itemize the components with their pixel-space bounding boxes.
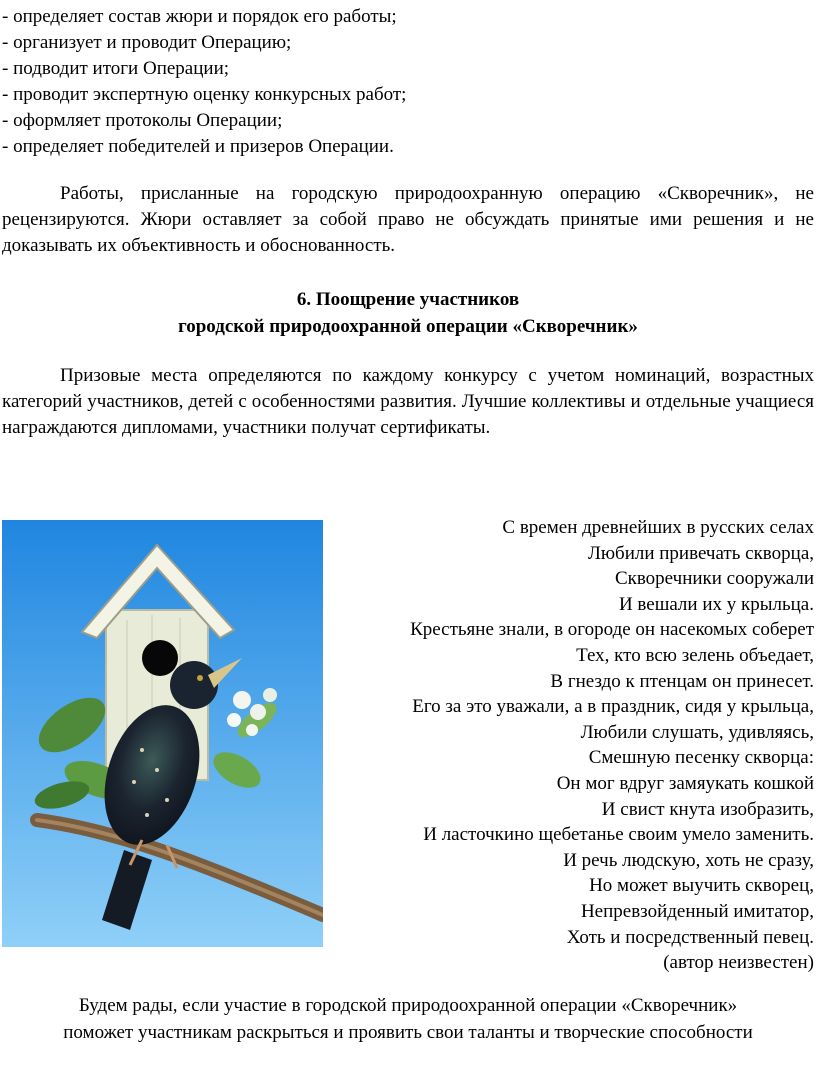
poem-line: И ласточкино щебетанье своим умело заменить.	[423, 824, 814, 846]
closing-line-2: поможет участникам раскрыться и проявить свои таланты и творческие способности	[63, 1022, 753, 1043]
poem-line: Крестьяне знали, в огороде он насекомых соберет	[410, 619, 814, 641]
poem	[314, 515, 814, 976]
duty-item: - организует и проводит Операцию;	[2, 32, 292, 53]
duty-item: - проводит экспертную оценку конкурсных работ;	[2, 84, 407, 105]
poem-line: И вешали их у крыльца.	[618, 593, 814, 615]
poem-line: Хоть и посредственный певец.	[566, 926, 814, 948]
poem-line: Любили слушать, удивляясь,	[580, 721, 814, 743]
duty-item: - подводит итоги Операции;	[2, 58, 230, 79]
poem-line: Но может выучить скворец,	[589, 875, 814, 897]
duty-item: - оформляет протоколы Операции;	[2, 110, 283, 131]
section-title-line-2: городской природоохранной операции «Скворечник»	[178, 316, 638, 337]
poem-author: (автор неизвестен)	[663, 952, 814, 974]
poem-line: Тех, кто всю зелень объедает,	[576, 644, 814, 666]
jury-duties-list	[2, 4, 814, 160]
duty-item: - определяет состав жюри и порядок его работы;	[2, 6, 397, 27]
poem-line: В гнездо к птенцам он принесет.	[550, 670, 814, 692]
section-title-line-1: 6. Поощрение участников	[296, 289, 520, 310]
poem-line: И свист кнута изобразить,	[601, 798, 814, 820]
starling-photo	[2, 520, 323, 947]
poem-line: Смешную песенку скворца:	[588, 747, 814, 769]
poem-line: Скворечники сооружали	[614, 568, 814, 590]
poem-line: И речь людскую, хоть не сразу,	[563, 849, 814, 871]
duty-item: - определяет победителей и призеров Операции.	[2, 136, 394, 157]
review-paragraph: Работы, присланные на городскую природоохранную операцию «Скворечник», не рецензируются. Жюри оставляет за собой право не обсуждать принятые ими решения и не доказывать их объективность и обоснованность.	[2, 183, 814, 256]
prizes-paragraph: Призовые места определяются по каждому конкурсу с учетом номинаций, возрастных категорий участников, детей с особенностями развития. Лучшие коллективы и отдельные учащиеся награждаются дипломами, участники получат сертификаты.	[2, 365, 814, 438]
closing-statement	[0, 992, 816, 1046]
poem-line: Любили привечать скворца,	[587, 542, 814, 564]
closing-line-1: Будем рады, если участие в городской природоохранной операции «Скворечник»	[78, 995, 738, 1016]
poem-line: С времен древнейших в русских селах	[502, 517, 814, 538]
poem-line: Его за это уважали, а в праздник, сидя у крыльца,	[412, 696, 814, 718]
poem-line: Он мог вдруг замяукать кошкой	[556, 772, 814, 794]
section-heading	[0, 286, 816, 340]
poem-line: Непревзойденный имитатор,	[580, 900, 814, 922]
